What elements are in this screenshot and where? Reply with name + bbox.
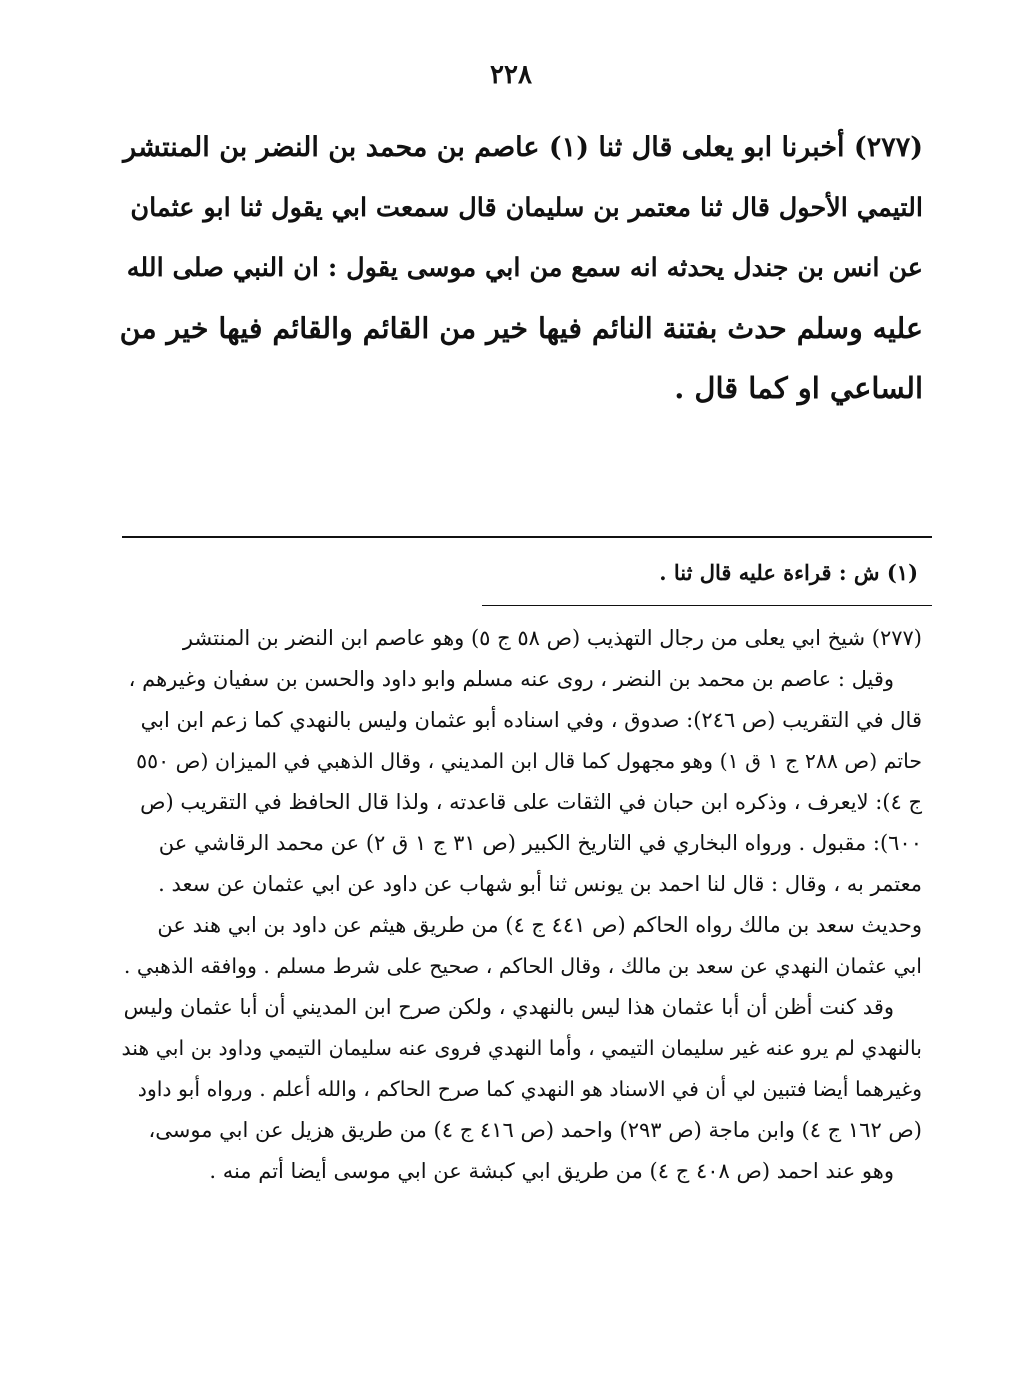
note-line: معتمر به ، وقال : قال لنا احمد بن يونس ثنا أبو شهاب عن داود عن ابي عثمان عن سعد . bbox=[158, 872, 922, 896]
footnote-divider bbox=[122, 536, 932, 538]
note-line: وقد كنت أظن أن أبا عثمان هذا ليس بالنهدي ، ولكن صرح ابن المديني أن أبا عثمان وليس bbox=[123, 995, 894, 1019]
main-text-line: (٢٧٧) أخبرنا ابو يعلى قال ثنا (١) عاصم بن محمد بن النضر بن المنتشر bbox=[123, 132, 923, 163]
commentary-notes bbox=[122, 618, 922, 1192]
note-line: (٢٧٧) شيخ ابي يعلى من رجال التهذيب (ص ٥٨ ج ٥) وهو عاصم ابن النضر بن المنتشر bbox=[182, 626, 922, 650]
main-text-line: عن انس بن جندل يحدثه انه سمع من ابي موسى يقول : ان النبي صلى الله bbox=[126, 253, 923, 283]
note-line: حاتم (ص ٢٨٨ ج ١ ق ١) وهو مجهول كما قال ابن المديني ، وقال الذهبي في الميزان (ص ٥٥٠ bbox=[136, 749, 922, 773]
note-line: وقيل : عاصم بن محمد بن النضر ، روى عنه مسلم وابو داود والحسن بن سفيان وغيرهم ، bbox=[128, 667, 894, 691]
main-text-line: التيمي الأحول قال ثنا معتمر بن سليمان قال سمعت ابي يقول ثنا ابو عثمان bbox=[130, 193, 923, 223]
note-line: وغيرهما أيضا فتبين لي أن في الاسناد هو النهدي كما صرح الحاكم ، والله أعلم . ورواه أبو داود bbox=[137, 1077, 922, 1101]
note-line: وهو عند احمد (ص ٤٠٨ ج ٤) من طريق ابي كبشة عن ابي موسى أيضا أتم منه . bbox=[209, 1159, 894, 1183]
note-line: (ص ١٦٢ ج ٤) وابن ماجة (ص ٢٩٣) واحمد (ص ٤١٦ ج ٤) من طريق هزيل عن ابي موسى، bbox=[148, 1118, 922, 1142]
main-hadith-text bbox=[118, 118, 923, 418]
note-line: بالنهدي لم يرو عنه غير سليمان التيمي ، وأما النهدي فروى عنه سليمان التيمي وداود بن ابي هند bbox=[121, 1036, 922, 1060]
note-line: ج ٤): لايعرف ، وذكره ابن حبان في الثقات على قاعدته ، ولذا قال الحافظ في التقريب (ص bbox=[140, 790, 922, 814]
footnote-1: (١) ش : قراءة عليه قال ثنا . bbox=[659, 560, 918, 585]
note-line: وحديث سعد بن مالك رواه الحاكم (ص ٤٤١ ج ٤) من طريق هيثم عن داود بن ابي هند عن bbox=[157, 913, 922, 937]
page-number: ٢٢٨ bbox=[490, 60, 532, 90]
main-text-line: عليه وسلم حدث بفتنة النائم فيها خير من القائم والقائم فيها خير من bbox=[119, 311, 923, 345]
notes-divider bbox=[482, 605, 932, 606]
note-line: ٦٠٠): مقبول . ورواه البخاري في التاريخ الكبير (ص ٣١ ج ١ ق ٢) عن محمد الرقاشي عن bbox=[158, 831, 922, 855]
main-text-line: الساعي او كما قال . bbox=[674, 371, 923, 405]
note-line: ابي عثمان النهدي عن سعد بن مالك ، وقال الحاكم ، صحيح على شرط مسلم . ووافقه الذهبي . bbox=[123, 954, 922, 978]
note-line: قال في التقريب (ص ٢٤٦): صدوق ، وفي اسناده أبو عثمان وليس بالنهدي كما زعم ابن ابي bbox=[140, 708, 922, 732]
